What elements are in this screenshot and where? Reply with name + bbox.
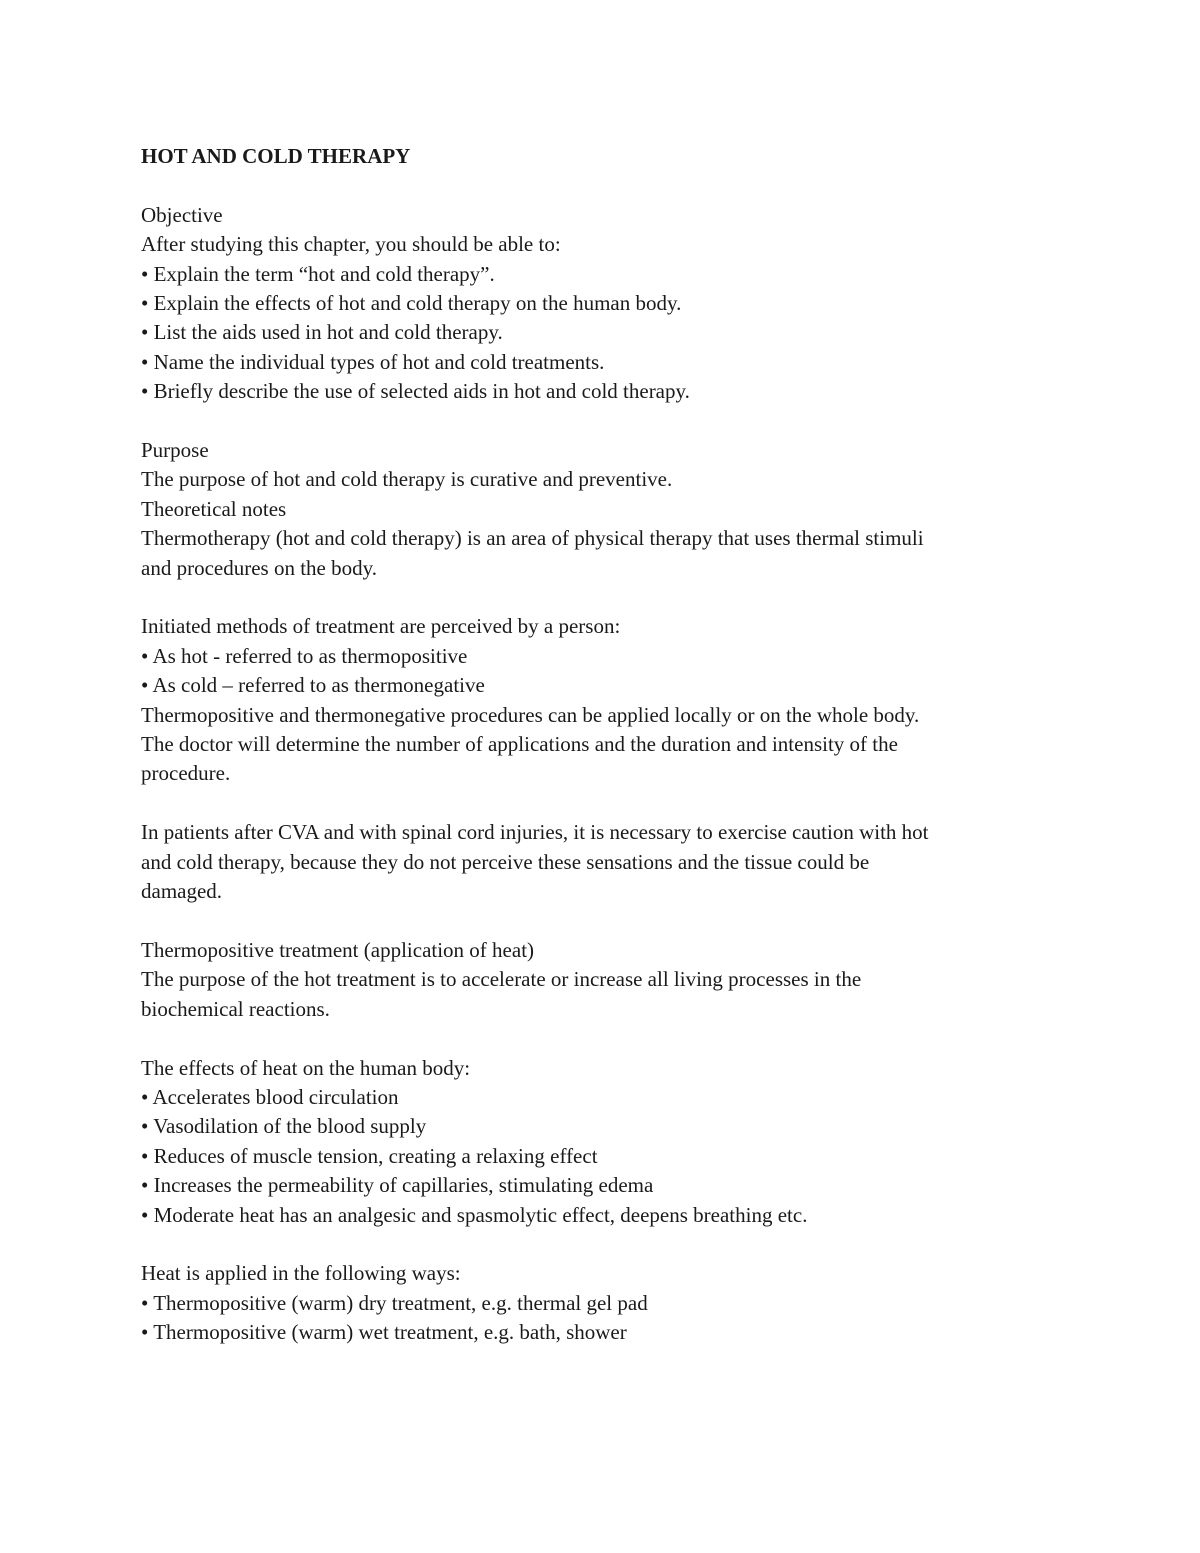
- objective-item: • List the aids used in hot and cold therapy.: [141, 320, 503, 345]
- heat-effects-item: • Accelerates blood circulation: [141, 1084, 399, 1109]
- heat-effects-intro: The effects of heat on the human body:: [141, 1055, 471, 1080]
- perception-item: • As cold – referred to as thermonegative: [141, 673, 485, 698]
- objective-item: • Name the individual types of hot and cold treatments.: [141, 349, 605, 374]
- caution-line: and cold therapy, because they do not perceive these sensations and the tissue could be: [141, 849, 870, 874]
- caution-line: In patients after CVA and with spinal cord injuries, it is necessary to exercise caution with hot: [141, 820, 929, 845]
- spacer: [141, 1024, 1101, 1053]
- heat-effects-item: • Reduces of muscle tension, creating a relaxing effect: [141, 1143, 598, 1168]
- heat-effects-item: • Increases the permeability of capillaries, stimulating edema: [141, 1173, 654, 1198]
- heat-effects-item: • Vasodilation of the blood supply: [141, 1114, 427, 1139]
- spacer: [141, 583, 1101, 612]
- heat-application-intro: Heat is applied in the following ways:: [141, 1261, 461, 1286]
- thermopositive-heading: Thermopositive treatment (application of heat): [141, 937, 535, 962]
- spacer: [141, 407, 1101, 436]
- heat-application-item: • Thermopositive (warm) wet treatment, e.g. bath, shower: [141, 1320, 627, 1345]
- theoretical-notes-line: and procedures on the body.: [141, 555, 377, 580]
- theoretical-notes-line: Thermotherapy (hot and cold therapy) is an area of physical therapy that uses thermal stimuli: [141, 526, 924, 551]
- objective-item: • Explain the effects of hot and cold therapy on the human body.: [141, 291, 682, 316]
- spacer: [141, 789, 1101, 818]
- thermopositive-line: biochemical reactions.: [141, 996, 330, 1021]
- heat-application-item: • Thermopositive (warm) dry treatment, e.g. thermal gel pad: [141, 1290, 648, 1315]
- heat-effects-item: • Moderate heat has an analgesic and spasmolytic effect, deepens breathing etc.: [141, 1202, 808, 1227]
- objective-item: • Explain the term “hot and cold therapy”.: [141, 261, 495, 286]
- perception-text-line: The doctor will determine the number of applications and the duration and intensity of the: [141, 732, 898, 757]
- perception-intro: Initiated methods of treatment are perceived by a person:: [141, 614, 621, 639]
- spacer: [141, 171, 1101, 200]
- perception-text-line: procedure.: [141, 761, 231, 786]
- perception-text-line: Thermopositive and thermonegative procedures can be applied locally or on the whole body.: [141, 702, 920, 727]
- purpose-heading: Purpose: [141, 438, 209, 463]
- objective-intro: After studying this chapter, you should be able to:: [141, 232, 561, 257]
- perception-item: • As hot - referred to as thermopositive: [141, 643, 468, 668]
- document-title: HOT AND COLD THERAPY: [141, 144, 411, 168]
- document-body: [141, 142, 1101, 1348]
- purpose-text: The purpose of hot and cold therapy is curative and preventive.: [141, 467, 673, 492]
- objective-heading: Objective: [141, 202, 223, 227]
- spacer: [141, 907, 1101, 936]
- thermopositive-line: The purpose of the hot treatment is to accelerate or increase all living processes in the: [141, 967, 862, 992]
- caution-line: damaged.: [141, 879, 223, 904]
- objective-item: • Briefly describe the use of selected aids in hot and cold therapy.: [141, 379, 690, 404]
- spacer: [141, 1230, 1101, 1259]
- theoretical-notes-heading: Theoretical notes: [141, 496, 287, 521]
